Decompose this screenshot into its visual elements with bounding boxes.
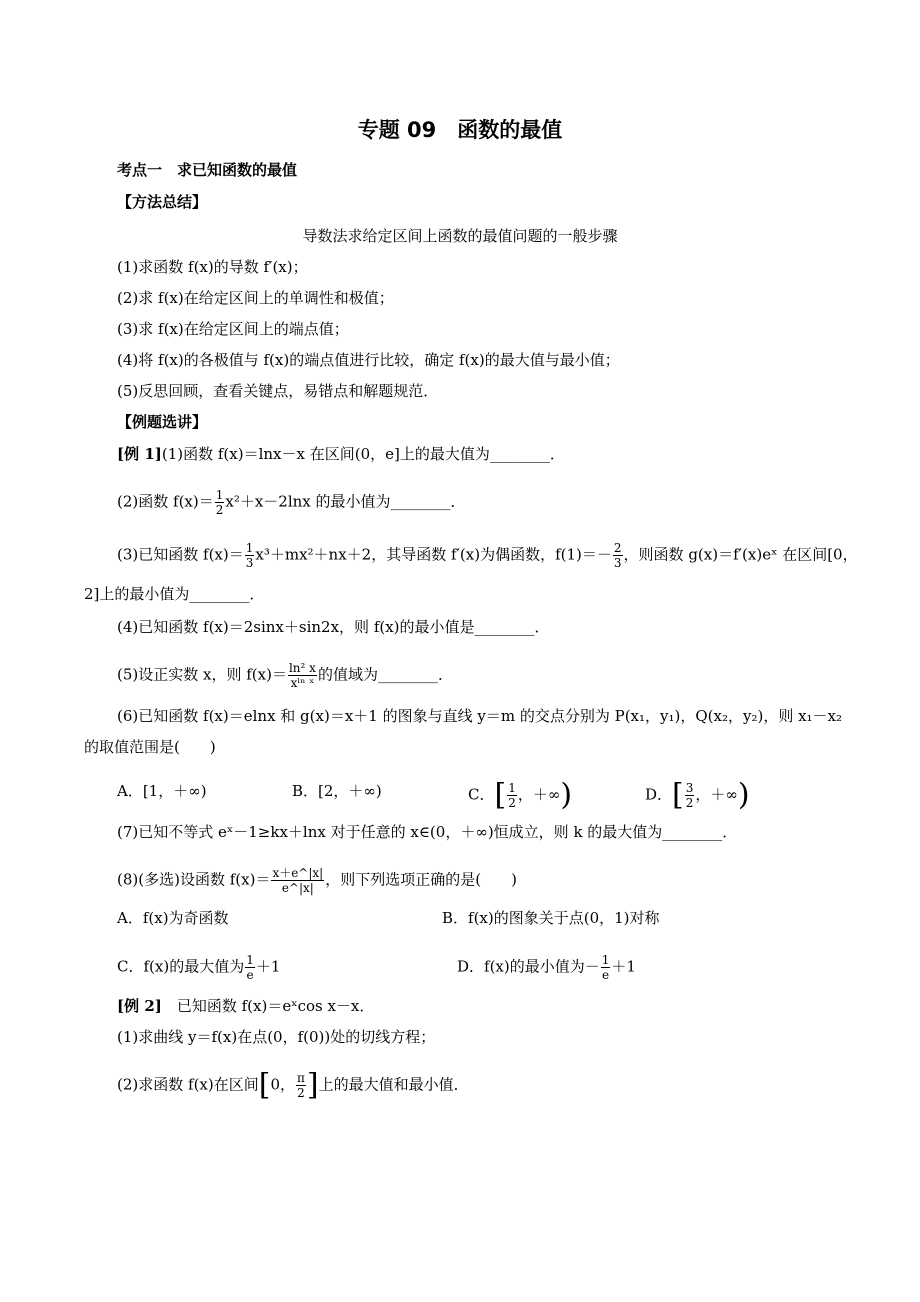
frac-num: 2 xyxy=(613,541,622,555)
q8-option-a[interactable]: A．f(x)为奇函数 xyxy=(117,909,229,927)
ex2-q2-post: 上的最大值和最小值． xyxy=(318,1075,469,1094)
frac-num: 3 xyxy=(685,781,694,795)
frac-den: 2 xyxy=(215,503,224,517)
method-subtitle: 导数法求给定区间上函数的最值问题的一般步骤 xyxy=(302,227,618,245)
ex2-text: 已知函数 f(x)＝eˣcos x－x． xyxy=(161,997,375,1015)
ex1-q3-pre: (3)已知函数 f(x)＝ xyxy=(117,545,244,564)
section-heading: 考点一 求已知函数的最值 xyxy=(117,161,298,179)
frac-den: e xyxy=(602,968,610,982)
interval-start: 0， xyxy=(270,1075,295,1094)
frac-num: 1 xyxy=(245,541,254,555)
q8-option-d-tail: ＋1 xyxy=(611,957,636,976)
step-1: (1)求函数 f(x)的导数 f′(x)； xyxy=(117,258,308,276)
ex1-q2-post: x²＋x－2lnx 的最小值为________． xyxy=(225,492,466,511)
q6-option-a[interactable]: A．[1，＋∞) xyxy=(117,782,207,800)
q6-option-c-label: C． xyxy=(468,785,495,804)
step-3: (3)求 f(x)在给定区间上的端点值； xyxy=(117,320,349,338)
ex1-q8 xyxy=(117,866,517,895)
q8-option-c[interactable] xyxy=(117,953,280,982)
step-5: (5)反思回顾，查看关键点，易错点和解题规范． xyxy=(117,382,439,400)
ex1-q3-line2: 2]上的最小值为________． xyxy=(84,585,265,603)
page-title: 专题 09 函数的最值 xyxy=(357,118,563,142)
frac-num: 1 xyxy=(508,781,516,795)
ex1-q6-line1: (6)已知函数 f(x)＝elnx 和 g(x)＝x＋1 的图象与直线 y＝m 的交点分别为 P(x₁，y₁)，Q(x₂，y₂)，则 x₁－x₂ xyxy=(117,707,843,725)
ex2-q1: (1)求曲线 y＝f(x)在点(0，f(0))处的切线方程； xyxy=(117,1028,436,1046)
fraction-half xyxy=(215,488,225,517)
frac-num: 1 xyxy=(246,953,254,967)
q6-option-d-tail: ，＋∞ xyxy=(695,785,738,804)
frac-num: x＋e^|x| xyxy=(272,866,324,880)
fraction-q8 xyxy=(271,866,324,895)
frac-num: 1 xyxy=(215,488,224,502)
ex1-q5-post: 的值域为________． xyxy=(317,665,453,684)
left-bracket: [ xyxy=(672,777,684,813)
q6-option-d-label: D． xyxy=(645,785,673,804)
frac-den: 3 xyxy=(613,556,622,570)
ex1-q8-post: ，则下列选项正确的是( ) xyxy=(325,870,517,889)
q6-option-c-tail: ，＋∞ xyxy=(517,785,561,804)
step-4: (4)将 f(x)的各极值与 f(x)的端点值进行比较，确定 f(x)的最大值与最小值； xyxy=(117,351,620,369)
left-bracket: [ xyxy=(258,1067,271,1103)
right-paren: ) xyxy=(560,777,573,813)
frac-den: e xyxy=(246,968,254,982)
ex1-q7: (7)已知不等式 eˣ－1≥kx＋lnx 对于任意的 x∈(0，＋∞)恒成立，则 k 的最大值为________． xyxy=(117,823,738,841)
q8-option-d[interactable] xyxy=(457,953,636,982)
ex2-q2 xyxy=(117,1067,469,1103)
ex1-q6-line2: 的取值范围是( ) xyxy=(84,738,216,756)
ex2-q2-pre: (2)求函数 f(x)在区间 xyxy=(117,1075,259,1094)
fraction-third xyxy=(245,541,255,570)
method-header: 【方法总结】 xyxy=(117,193,208,211)
fraction-d xyxy=(685,781,695,810)
ex1-q3-mid: x³＋mx²＋nx＋2，其导函数 f′(x)为偶函数，f(1)＝－ xyxy=(255,545,612,564)
q8-option-c-tail: ＋1 xyxy=(255,957,281,976)
right-paren: ) xyxy=(737,777,750,813)
right-bracket: ] xyxy=(306,1067,319,1103)
q6-option-d[interactable] xyxy=(645,777,750,813)
ex1-q1-text: (1)函数 f(x)＝lnx－x 在区间(0，e]上的最大值为________． xyxy=(161,445,565,463)
fraction-two-third xyxy=(613,541,623,570)
ex1-q2 xyxy=(117,488,466,517)
frac-num: π xyxy=(297,1071,305,1085)
q6-option-b[interactable]: B．[2，＋∞) xyxy=(292,782,382,800)
ex1-q4: (4)已知函数 f(x)＝2sinx＋sin2x，则 f(x)的最小值是________． xyxy=(117,618,550,636)
ex1-q3-post: ，则函数 g(x)＝f′(x)eˣ 在区间[0， xyxy=(623,545,858,564)
ex1-q5-pre: (5)设正实数 x，则 f(x)＝ xyxy=(117,665,287,684)
frac-num: ln² x xyxy=(288,661,316,675)
frac-den: 2 xyxy=(297,1086,305,1100)
ex2-header xyxy=(117,996,374,1016)
fraction-ln xyxy=(288,661,317,690)
ex1-label: [例 1] xyxy=(117,445,162,463)
left-bracket: [ xyxy=(494,777,507,813)
fraction-pi xyxy=(296,1071,306,1100)
ex1-q2-pre: (2)函数 f(x)＝ xyxy=(117,492,214,511)
q8-option-b[interactable]: B．f(x)的图象关于点(0，1)对称 xyxy=(442,909,660,927)
q6-option-c[interactable] xyxy=(468,777,573,813)
frac-num: 1 xyxy=(601,953,610,967)
ex1-q3 xyxy=(117,541,858,570)
frac-den: 2 xyxy=(508,796,516,810)
fraction-e xyxy=(245,953,255,982)
ex1-q1 xyxy=(117,444,565,464)
ex2-label: [例 2] xyxy=(117,997,162,1015)
step-2: (2)求 f(x)在给定区间上的单调性和极值； xyxy=(117,289,394,307)
frac-den: e^|x| xyxy=(281,881,314,895)
fraction-c xyxy=(507,781,517,810)
frac-den: 2 xyxy=(685,796,694,810)
frac-den: 3 xyxy=(245,556,254,570)
q8-option-c-label: C．f(x)的最大值为 xyxy=(117,957,245,976)
fraction-e xyxy=(601,953,611,982)
ex1-q8-pre: (8)(多选)设函数 f(x)＝ xyxy=(117,870,271,889)
frac-den: xˡⁿ ˣ xyxy=(290,676,315,690)
example-header: 【例题选讲】 xyxy=(117,413,208,431)
q8-option-d-label: D．f(x)的最小值为－ xyxy=(457,957,600,976)
ex1-q5 xyxy=(117,661,453,690)
